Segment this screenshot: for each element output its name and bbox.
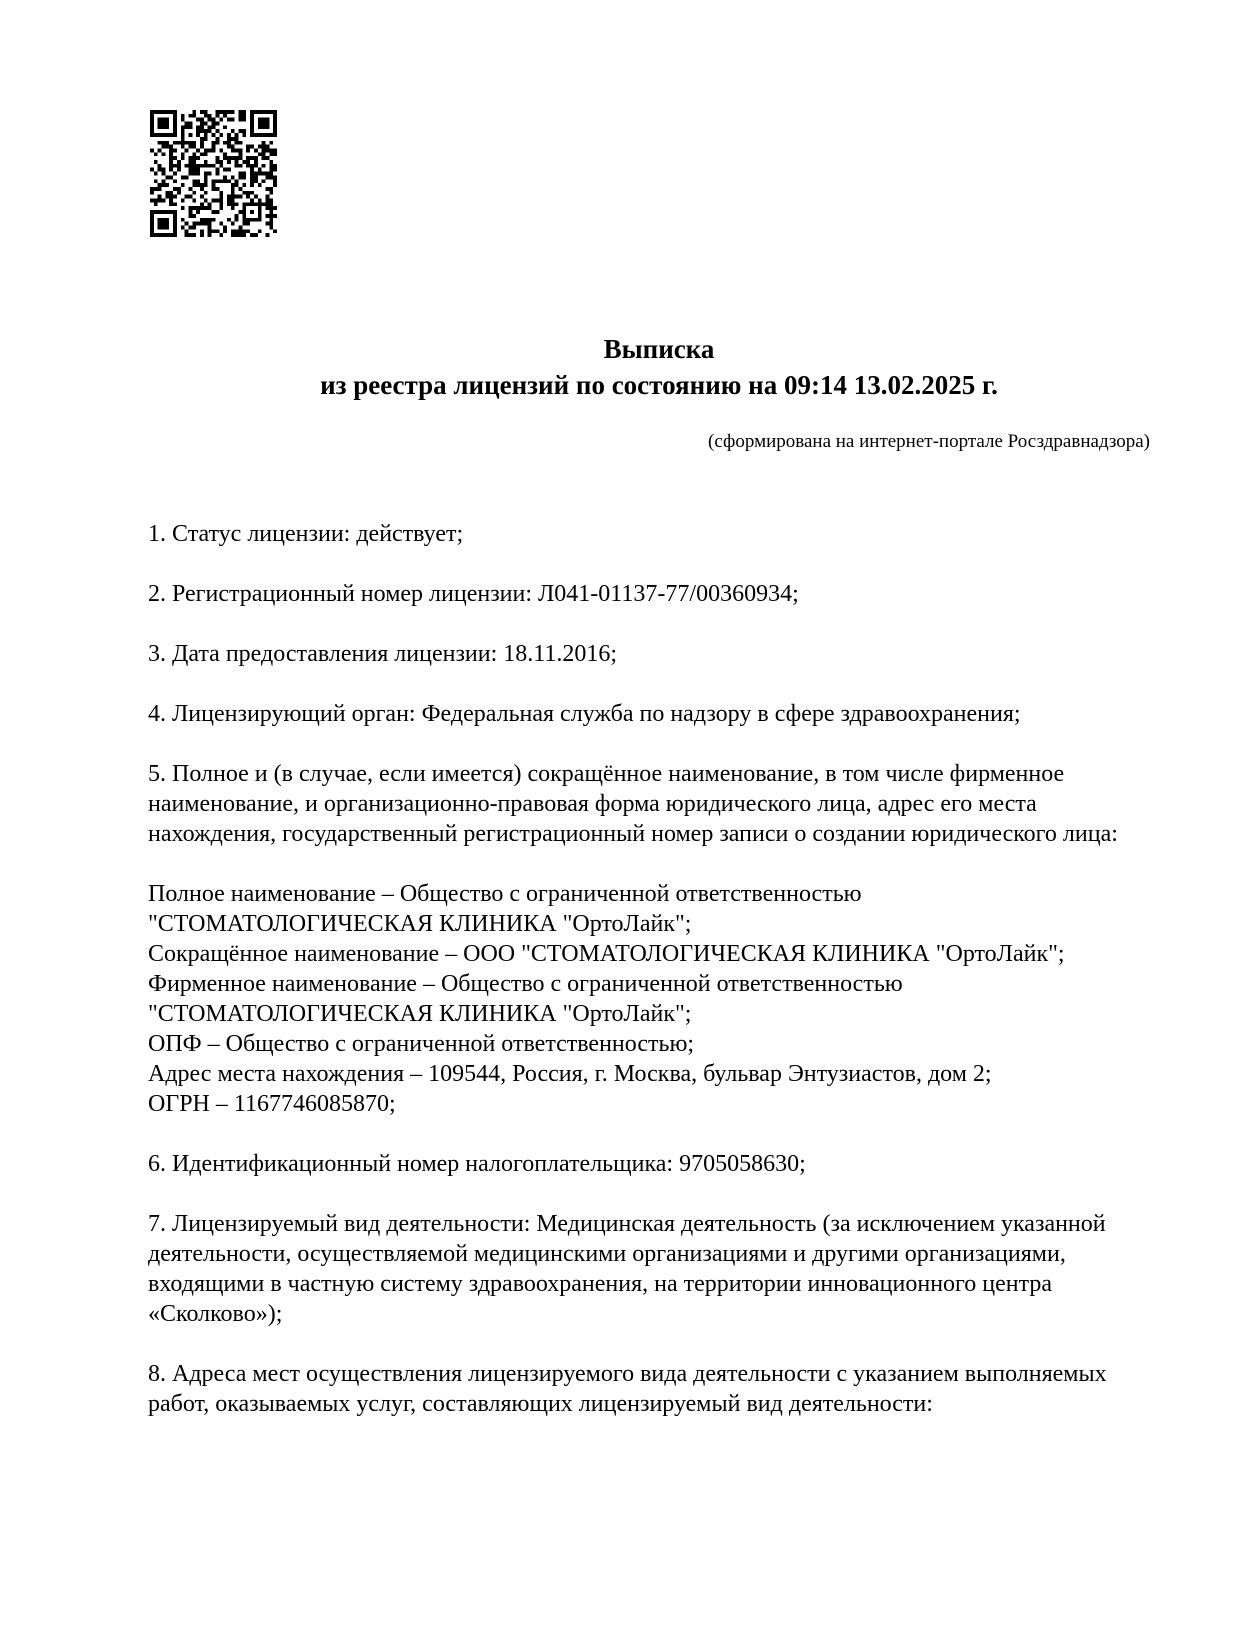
text-line: 3. Дата предоставления лицензии: 18.11.2016; [148, 641, 618, 667]
document-subtitle: (сформирована на интернет-портале Росздравнадзора) [708, 431, 1150, 452]
title-line-1: Выписка [603, 334, 715, 364]
paragraph [148, 1209, 1170, 1329]
text-line: деятельности, осуществляемой медицинскими организациями и другими организациями, [148, 1241, 1066, 1267]
text-line: 5. Полное и (в случае, если имеется) сокращённое наименование, в том числе фирменное [148, 761, 1065, 787]
text-line: ОГРН – 1167746085870; [148, 1091, 396, 1117]
paragraph [148, 519, 1170, 549]
text-line: Полное наименование – Общество с ограниченной ответственностью [148, 881, 862, 907]
text-line: "СТОМАТОЛОГИЧЕСКАЯ КЛИНИКА "ОртоЛайк"; [148, 911, 692, 937]
paragraph [148, 639, 1170, 669]
text-line: Фирменное наименование – Общество с ограниченной ответственностью [148, 971, 903, 997]
document-title [148, 331, 1170, 403]
text-line: 7. Лицензируемый вид деятельности: Медицинская деятельность (за исключением указанной [148, 1211, 1106, 1237]
paragraph [148, 579, 1170, 609]
text-line: «Сколково»); [148, 1301, 283, 1327]
text-line: 8. Адреса мест осуществления лицензируемого вида деятельности с указанием выполняемых [148, 1361, 1107, 1387]
text-line: Адрес места нахождения – 109544, Россия, г. Москва, бульвар Энтузиастов, дом 2; [148, 1061, 992, 1087]
text-line: нахождения, государственный регистрационный номер записи о создании юридического лица: [148, 821, 1118, 847]
text-line: "СТОМАТОЛОГИЧЕСКАЯ КЛИНИКА "ОртоЛайк"; [148, 1001, 692, 1027]
text-line: входящими в частную систему здравоохранения, на территории инновационного центра [148, 1271, 1053, 1297]
text-line: работ, оказываемых услуг, составляющих лицензируемый вид деятельности: [148, 1391, 933, 1417]
title-line-2: из реестра лицензий по состоянию на 09:14 13.02.2025 г. [320, 370, 998, 400]
text-line: 6. Идентификационный номер налогоплательщика: 9705058630; [148, 1151, 806, 1177]
text-line: 2. Регистрационный номер лицензии: Л041-01137-77/00360934; [148, 581, 799, 607]
text-line: 4. Лицензирующий орган: Федеральная служба по надзору в сфере здравоохранения; [148, 701, 1021, 727]
document-body [148, 519, 1170, 1449]
text-line: ОПФ – Общество с ограниченной ответственностью; [148, 1031, 695, 1057]
paragraph [148, 1149, 1170, 1179]
text-line: 1. Статус лицензии: действует; [148, 521, 464, 547]
paragraph [148, 1359, 1170, 1419]
qr-code-icon [150, 110, 277, 237]
paragraph [148, 699, 1170, 729]
paragraph [148, 759, 1170, 849]
text-line: Сокращённое наименование – ООО "СТОМАТОЛОГИЧЕСКАЯ КЛИНИКА "ОртоЛайк"; [148, 941, 1065, 967]
text-line: наименование, и организационно-правовая форма юридического лица, адрес его места [148, 791, 1037, 817]
paragraph [148, 879, 1170, 1119]
